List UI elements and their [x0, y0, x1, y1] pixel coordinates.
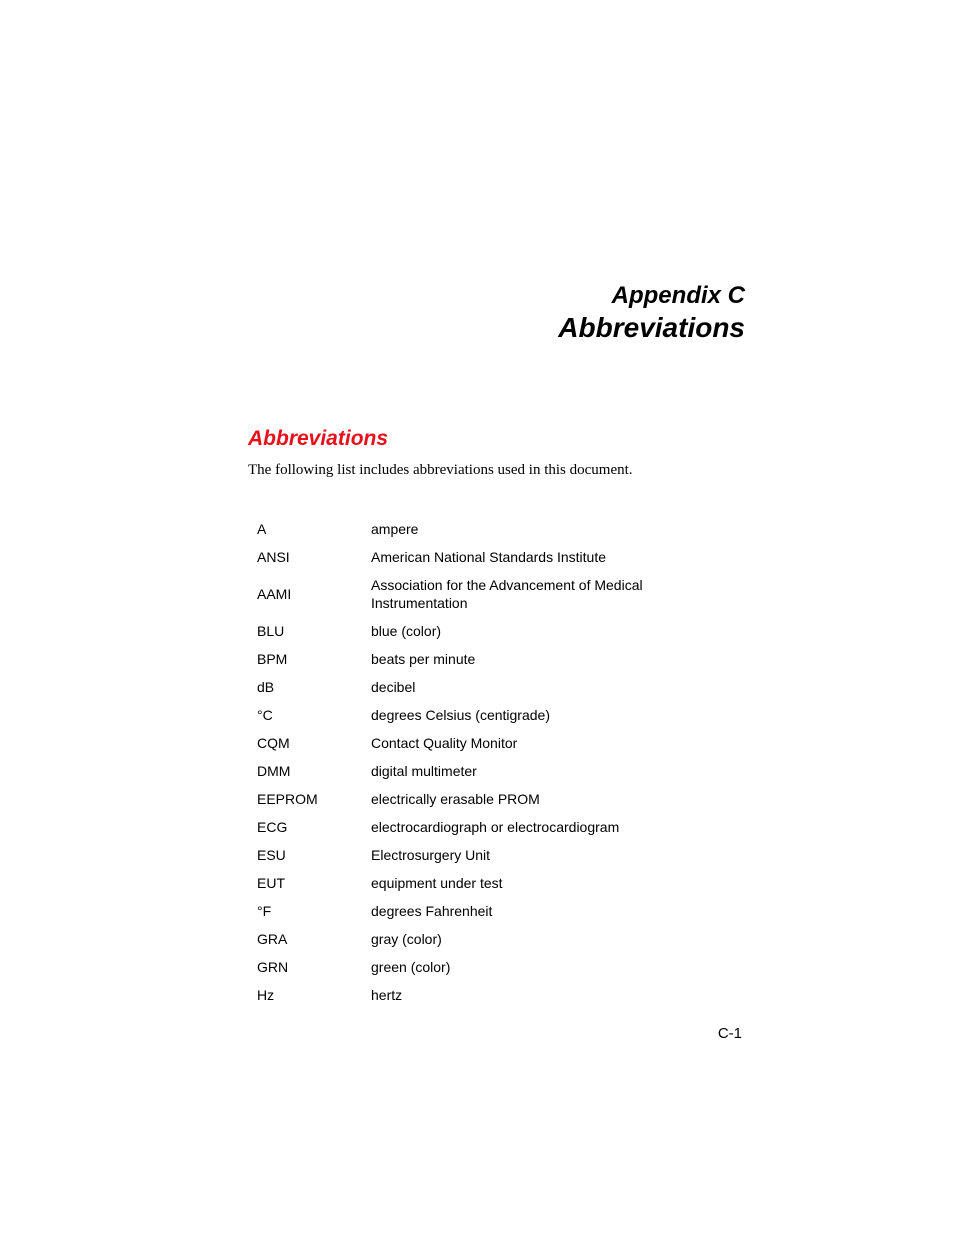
abbreviation-meaning: Electrosurgery Unit [371, 847, 491, 863]
abbreviation-meaning-line: Instrumentation [371, 595, 468, 611]
abbreviation-meaning: equipment under test [371, 875, 503, 891]
abbreviation: °F [257, 903, 272, 919]
appendix-label: Appendix C [611, 282, 745, 309]
abbreviation: EUT [257, 875, 285, 891]
abbreviations-table [257, 515, 687, 1009]
abbreviation-meaning: ampere [371, 521, 419, 537]
table-row [257, 645, 687, 673]
abbreviation: dB [257, 679, 275, 695]
abbreviation-meaning: degrees Fahrenheit [371, 903, 493, 919]
table-row [257, 701, 687, 729]
abbreviation-meaning: electrically erasable PROM [371, 791, 540, 807]
table-row [257, 617, 687, 645]
abbreviation: A [257, 521, 267, 537]
abbreviation: ANSI [257, 549, 290, 565]
abbreviation: ESU [257, 847, 286, 863]
abbreviation-meaning: beats per minute [371, 651, 476, 667]
table-row [257, 785, 687, 813]
table-row [257, 813, 687, 841]
table-row [257, 981, 687, 1009]
section-title: Abbreviations [248, 427, 389, 450]
table-row [257, 673, 687, 701]
abbreviation: Hz [257, 987, 275, 1003]
table-row [257, 515, 687, 543]
abbreviation-meaning: blue (color) [371, 623, 442, 639]
table-row [257, 841, 687, 869]
abbreviation-meaning: decibel [371, 679, 416, 695]
abbreviation: DMM [257, 763, 291, 779]
abbreviation: °C [257, 707, 273, 723]
abbreviation-meaning-line: Association for the Advancement of Medical [371, 577, 643, 593]
page-number: C-1 [717, 1025, 742, 1042]
table-row [257, 897, 687, 925]
abbreviation: GRN [257, 959, 289, 975]
table-row [257, 925, 687, 953]
table-row [257, 571, 687, 617]
intro-paragraph: The following list includes abbreviations used in this document. [248, 462, 633, 478]
abbreviation: BLU [257, 623, 285, 639]
table-row [257, 729, 687, 757]
table-row [257, 757, 687, 785]
table-row [257, 953, 687, 981]
abbreviation: CQM [257, 735, 290, 751]
abbreviation: EEPROM [257, 791, 318, 807]
abbreviation-meaning [371, 571, 687, 617]
abbreviation: ECG [257, 819, 288, 835]
table-row [257, 869, 687, 897]
abbreviation-meaning: hertz [371, 987, 403, 1003]
abbreviation-meaning: digital multimeter [371, 763, 477, 779]
abbreviation-meaning: degrees Celsius (centigrade) [371, 707, 550, 723]
table-row [257, 543, 687, 571]
abbreviation-meaning: electrocardiograph or electrocardiogram [371, 819, 620, 835]
appendix-title: Abbreviations [558, 312, 745, 343]
abbreviation: GRA [257, 931, 288, 947]
abbreviation-meaning: American National Standards Institute [371, 549, 607, 565]
abbreviation: BPM [257, 651, 288, 667]
abbreviation: AAMI [257, 586, 292, 602]
abbreviation-meaning: gray (color) [371, 931, 442, 947]
abbreviation-meaning: Contact Quality Monitor [371, 735, 518, 751]
abbreviation-meaning: green (color) [371, 959, 451, 975]
